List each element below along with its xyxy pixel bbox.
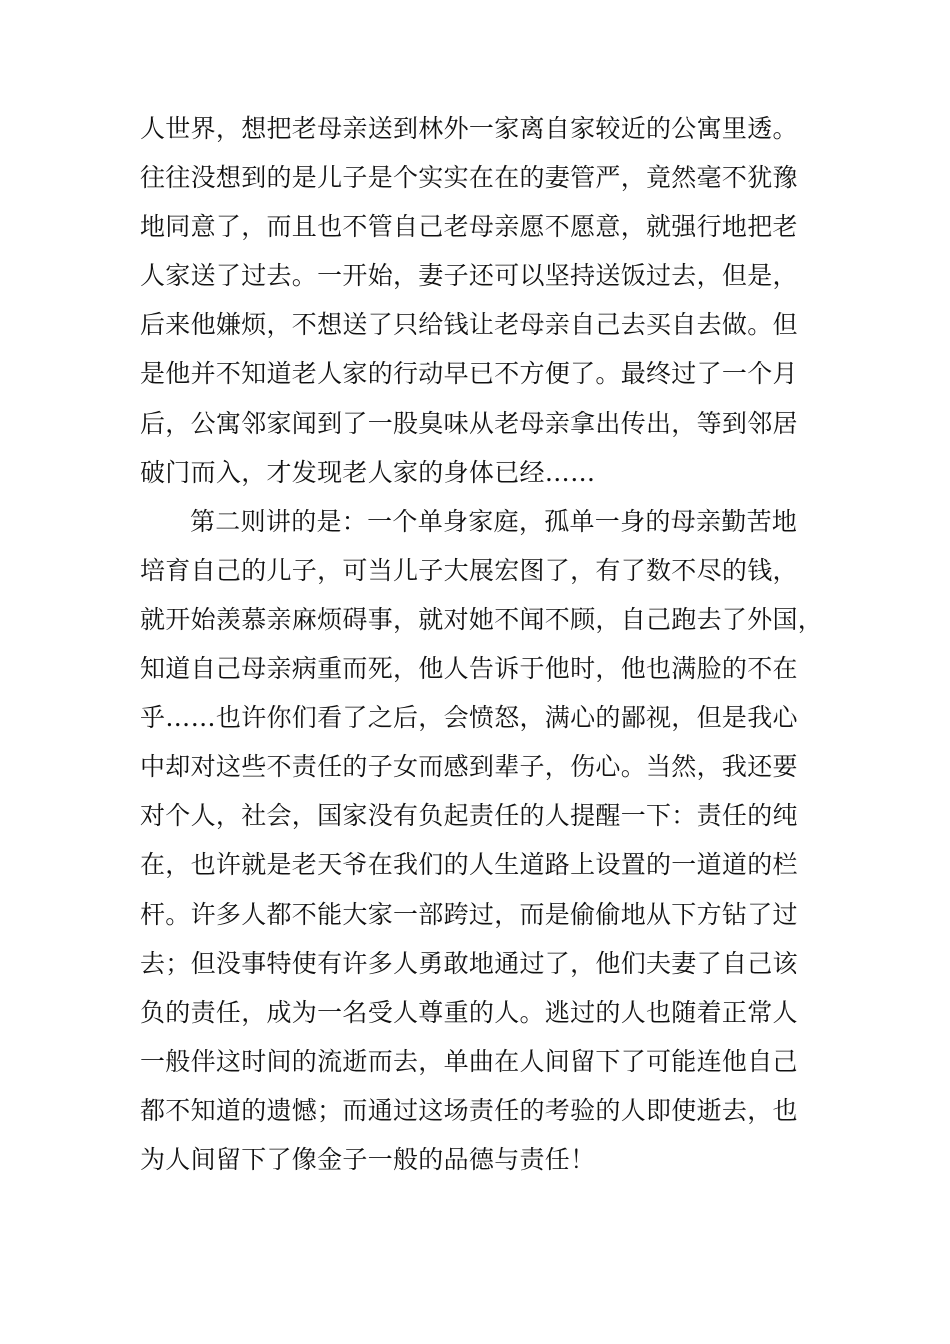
text-line: 为人间留下了像金子一般的品德与责任！ — [140, 1144, 596, 1174]
paragraph-start-line: 第二则讲的是：一个单身家庭，孤单一身的母亲勤苦地 — [190, 506, 798, 536]
text-line: 对个人，社会，国家没有负起责任的人提醒一下：责任的纯 — [140, 801, 798, 831]
text-line: 中却对这些不责任的子女而感到辈子，伤心。当然，我还要 — [140, 752, 798, 782]
text-line: 破门而入，才发现老人家的身体已经…… — [140, 457, 596, 487]
text-line: 往往没想到的是儿子是个实实在在的妻管严，竟然毫不犹豫 — [140, 163, 798, 193]
body-text — [140, 104, 840, 1184]
text-line: 后来他嫌烦，不想送了只给钱让老母亲自己去买自去做。但 — [140, 310, 798, 340]
text-line: 一般伴这时间的流逝而去，单曲在人间留下了可能连他自己 — [140, 1046, 798, 1076]
text-line: 地同意了，而且也不管自己老母亲愿不愿意，就强行地把老 — [140, 212, 798, 242]
text-line: 都不知道的遗憾；而通过这场责任的考验的人即使逝去，也 — [140, 1095, 798, 1125]
text-line: 人世界，想把老母亲送到林外一家离自家较近的公寓里透。 — [140, 114, 798, 143]
text-line: 知道自己母亲病重而死，他人告诉于他时，他也满脸的不在 — [140, 654, 798, 684]
text-line: 后，公寓邻家闻到了一股臭味从老母亲拿出传出，等到邻居 — [140, 408, 798, 438]
text-line: 去；但没事特使有许多人勇敢地通过了，他们夫妻了自己该 — [140, 948, 798, 978]
text-line: 人家送了过去。一开始，妻子还可以坚持送饭过去，但是， — [140, 261, 798, 291]
text-line: 就开始羡慕亲麻烦碍事，就对她不闻不顾，自己跑去了外国， — [140, 604, 824, 634]
text-line: 杆。许多人都不能大家一部跨过，而是偷偷地从下方钻了过 — [140, 899, 798, 929]
text-line: 乎……也许你们看了之后，会愤怒，满心的鄙视，但是我心 — [140, 703, 798, 733]
text-line: 在，也许就是老天爷在我们的人生道路上设置的一道道的栏 — [140, 850, 798, 880]
text-line: 是他并不知道老人家的行动早已不方便了。最终过了一个月 — [140, 359, 798, 389]
text-line: 培育自己的儿子，可当儿子大展宏图了，有了数不尽的钱， — [140, 555, 798, 585]
text-line: 负的责任，成为一名受人尊重的人。逃过的人也随着正常人 — [140, 997, 798, 1027]
